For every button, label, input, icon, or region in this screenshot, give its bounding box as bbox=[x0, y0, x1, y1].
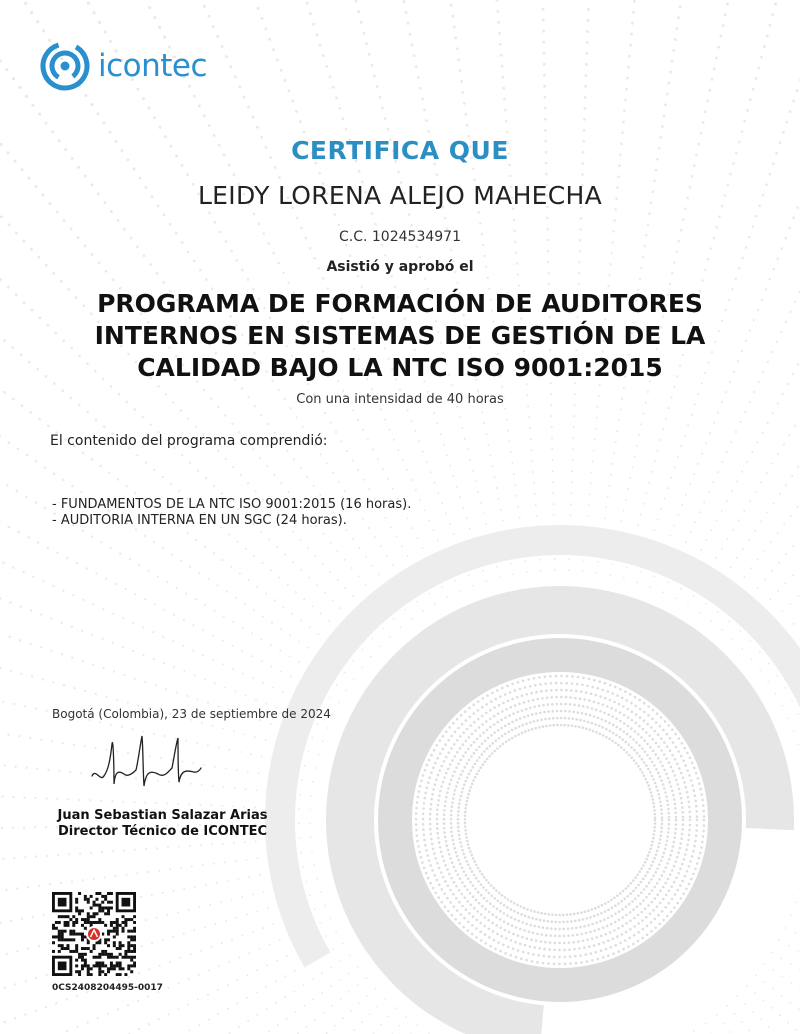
recipient-name: LEIDY LORENA ALEJO MAHECHA bbox=[197, 181, 603, 210]
program-title-line: PROGRAMA DE FORMACIÓN DE AUDITORES bbox=[97, 289, 703, 318]
id-number: C.C. 1024534971 bbox=[339, 229, 461, 245]
signature-image bbox=[88, 732, 203, 794]
program-title-line: INTERNOS EN SISTEMAS DE GESTIÓN DE LA bbox=[94, 321, 706, 350]
program-title bbox=[60, 288, 740, 384]
place-date: Bogotá (Colombia), 23 de septiembre de 2024 bbox=[52, 707, 331, 721]
contents-intro: El contenido del programa comprendió: bbox=[50, 433, 328, 449]
signer-block bbox=[50, 808, 275, 840]
icontec-logo-icon bbox=[38, 39, 92, 93]
certifica-heading: CERTIFICA QUE bbox=[291, 136, 509, 165]
verification-code: 0CS2408204495-0017 bbox=[52, 983, 163, 993]
qr-code bbox=[52, 892, 136, 976]
attended-label: Asistió y aprobó el bbox=[326, 259, 474, 275]
program-title-line: CALIDAD BAJO LA NTC ISO 9001:2015 bbox=[137, 353, 663, 382]
icontec-logo bbox=[38, 38, 238, 94]
intensity-text: Con una intensidad de 40 horas bbox=[296, 392, 504, 407]
signer-title: Director Técnico de ICONTEC bbox=[57, 824, 268, 839]
contents-item: - AUDITORIA INTERNA EN UN SGC (24 horas). bbox=[52, 513, 347, 528]
signer-name: Juan Sebastian Salazar Arias bbox=[57, 808, 268, 823]
brand-name: icontec bbox=[98, 48, 208, 84]
contents-item: - FUNDAMENTOS DE LA NTC ISO 9001:2015 (16 horas). bbox=[52, 497, 412, 512]
